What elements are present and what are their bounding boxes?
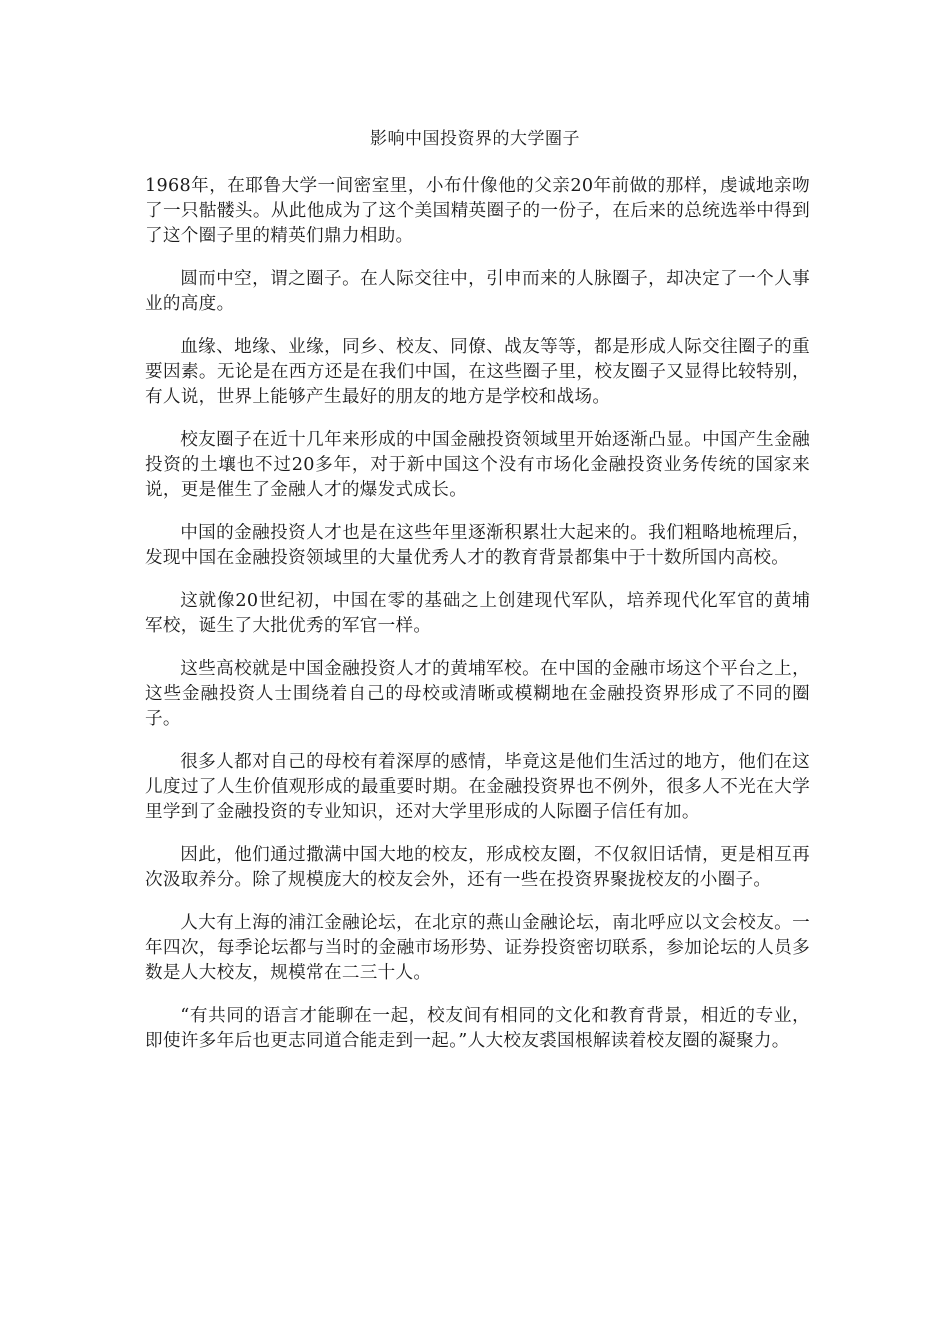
paragraph-7: 这些高校就是中国金融投资人才的黄埔军校。在中国的金融市场这个平台之上，这些金融投资人士围绕着自己的母校或清晰或模糊地在金融投资界形成了不同的圈子。 [145, 659, 810, 729]
paragraph-10: 人大有上海的浦江金融论坛，在北京的燕山金融论坛，南北呼应以文会校友。一年四次，每季论坛都与当时的金融市场形势、证券投资密切联系，参加论坛的人员多数是人大校友，规模常在二三十人。 [145, 913, 810, 983]
paragraph-5: 中国的金融投资人才也是在这些年里逐渐积累壮大起来的。我们粗略地梳理后，发现中国在金融投资领域里的大量优秀人才的教育背景都集中于十数所国内高校。 [145, 523, 810, 568]
paragraph-4: 校友圈子在近十几年来形成的中国金融投资领域里开始逐渐凸显。中国产生金融投资的土壤也不过20多年，对于新中国这个没有市场化金融投资业务传统的国家来说，更是催生了金融人才的爆发式成长。 [145, 430, 810, 500]
paragraph-1: 1968年，在耶鲁大学一间密室里，小布什像他的父亲20年前做的那样，虔诚地亲吻了一只骷髅头。从此他成为了这个美国精英圈子的一份子，在后来的总统选举中得到了这个圈子里的精英们鼎力相助。 [145, 176, 810, 246]
document-title: 影响中国投资界的大学圈子 [370, 129, 580, 149]
paragraph-6: 这就像20世纪初，中国在零的基础之上创建现代军队，培养现代化军官的黄埔军校，诞生了大批优秀的军官一样。 [145, 591, 810, 636]
paragraph-11: “有共同的语言才能聊在一起，校友间有相同的文化和教育背景，相近的专业，即使许多年后也更志同道合能走到一起。”人大校友裘国根解读着校友圈的凝聚力。 [145, 1006, 810, 1051]
paragraph-9: 因此，他们通过撒满中国大地的校友，形成校友圈，不仅叙旧话情，更是相互再次汲取养分。除了规模庞大的校友会外，还有一些在投资界聚拢校友的小圈子。 [145, 845, 810, 890]
paragraph-2: 圆而中空，谓之圈子。在人际交往中，引申而来的人脉圈子，却决定了一个人事业的高度。 [145, 269, 810, 314]
document-body [145, 174, 810, 1072]
paragraph-3: 血缘、地缘、业缘，同乡、校友、同僚、战友等等，都是形成人际交往圈子的重要因素。无论是在西方还是在我们中国，在这些圈子里，校友圈子又显得比较特别，有人说，世界上能够产生最好的朋友的地方是学校和战场。 [145, 337, 810, 407]
paragraph-8: 很多人都对自己的母校有着深厚的感情，毕竟这是他们生活过的地方，他们在这儿度过了人生价值观形成的最重要时期。在金融投资界也不例外，很多人不光在大学里学到了金融投资的专业知识，还对大学里形成的人际圈子信任有加。 [145, 752, 810, 822]
